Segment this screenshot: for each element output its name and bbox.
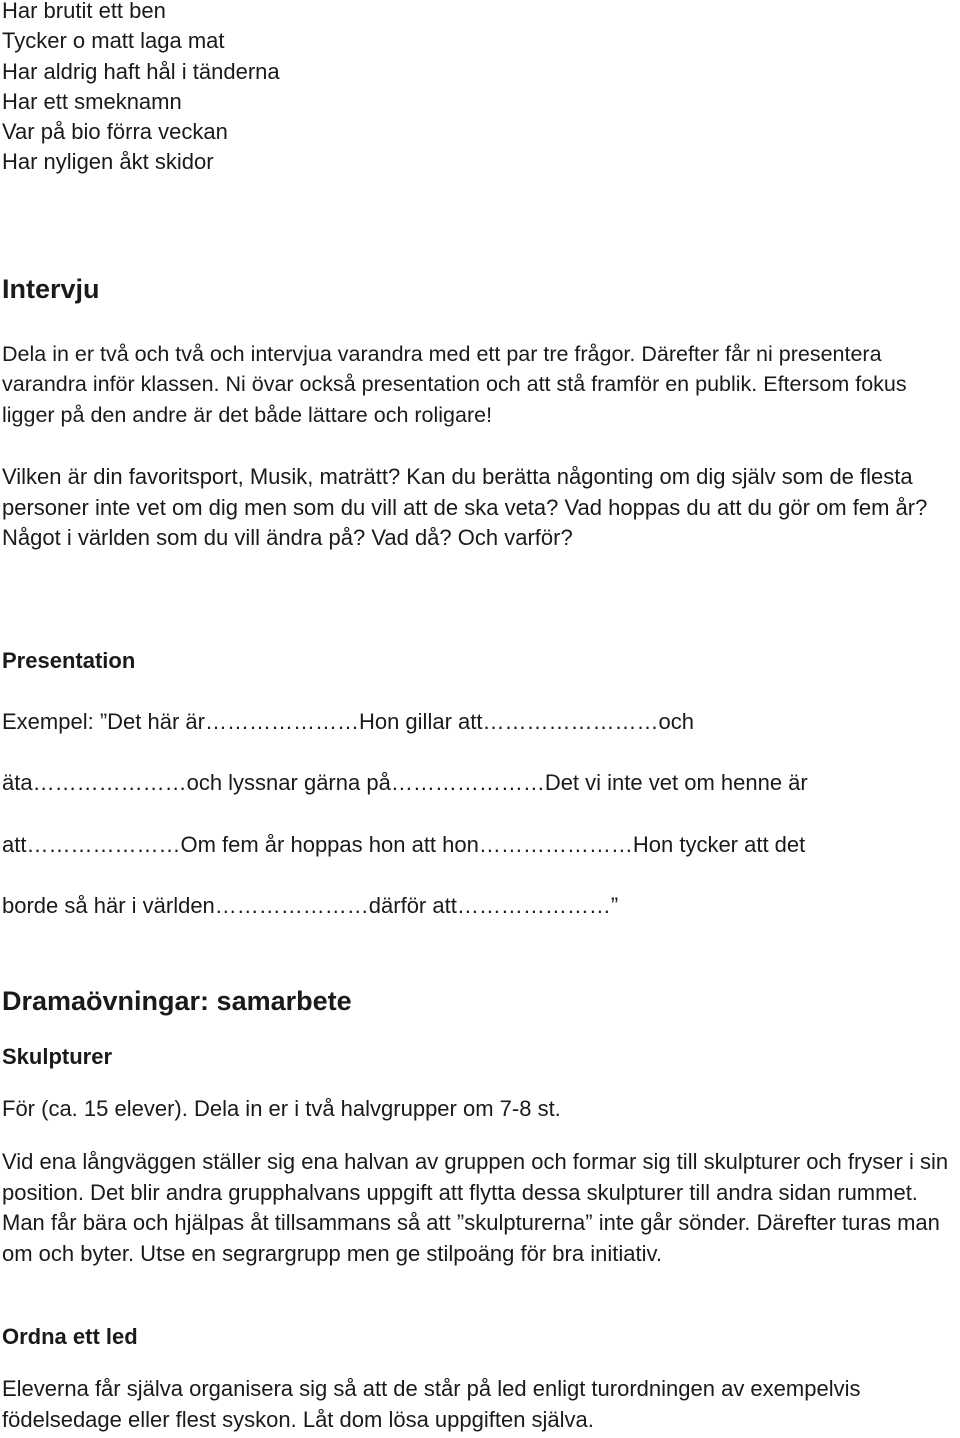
interview-heading: Intervju: [2, 274, 100, 304]
template-line: äta…………………och lyssnar gärna på…………………Det vi inte vet om henne är: [2, 770, 808, 795]
list-item: Har brutit ett ben: [2, 0, 166, 23]
drama-heading: Dramaövningar: samarbete: [2, 986, 352, 1016]
interview-questions: Vilken är din favoritsport, Musik, maträtt? Kan du berätta någonting om dig själv som de flesta personer inte vet om dig men som du vill att de ska veta? Vad hoppas du att du gör om fem år? Något i världen som du vill ändra på? Vad då? Och varför?: [2, 464, 928, 550]
template-line: borde så här i världen…………………därför att…………………”: [2, 893, 619, 918]
line-up-heading: Ordna ett led: [2, 1324, 138, 1349]
line-up-body: Eleverna får själva organisera sig så att de står på led enligt turordningen av exempelvis födelsedage eller flest syskon. Låt dom lösa uppgiften själva.: [2, 1376, 861, 1432]
template-line: Exempel: ”Det här är…………………Hon gillar att……………………och: [2, 709, 694, 734]
sculptures-setup: För (ca. 15 elever). Dela in er i två halvgrupper om 7-8 st.: [2, 1096, 561, 1121]
presentation-heading: Presentation: [2, 648, 136, 673]
sculptures-heading: Skulpturer: [2, 1044, 113, 1069]
list-item: Var på bio förra veckan: [2, 119, 228, 144]
list-item: Har nyligen åkt skidor: [2, 149, 214, 174]
interview-intro: Dela in er två och två och intervjua varandra med ett par tre frågor. Därefter får ni presentera varandra inför klassen. Ni övar också presentation och att stå framför en publik. Eftersom fokus ligger på den andre är det både lättare och roligare!: [2, 342, 907, 427]
template-line: att…………………Om fem år hoppas hon att hon…………………Hon tycker att det: [2, 832, 806, 857]
sculptures-body: Vid ena långväggen ställer sig ena halvan av gruppen och formar sig till skulpturer och fryser i sin position. Det blir andra grupphalvans uppgift att flytta dessa skulpturer till andra sidan rummet. Man får bära och hjälpas åt tillsammans så att ”skulpturerna” inte går sönder. Därefter turas man om och byter. Utse en segrargrupp men ge stilpoäng för bra initiativ.: [2, 1149, 949, 1266]
list-item: Har aldrig haft hål i tänderna: [2, 59, 280, 84]
list-item: Tycker o matt laga mat: [2, 28, 225, 53]
list-item: Har ett smeknamn: [2, 89, 182, 114]
